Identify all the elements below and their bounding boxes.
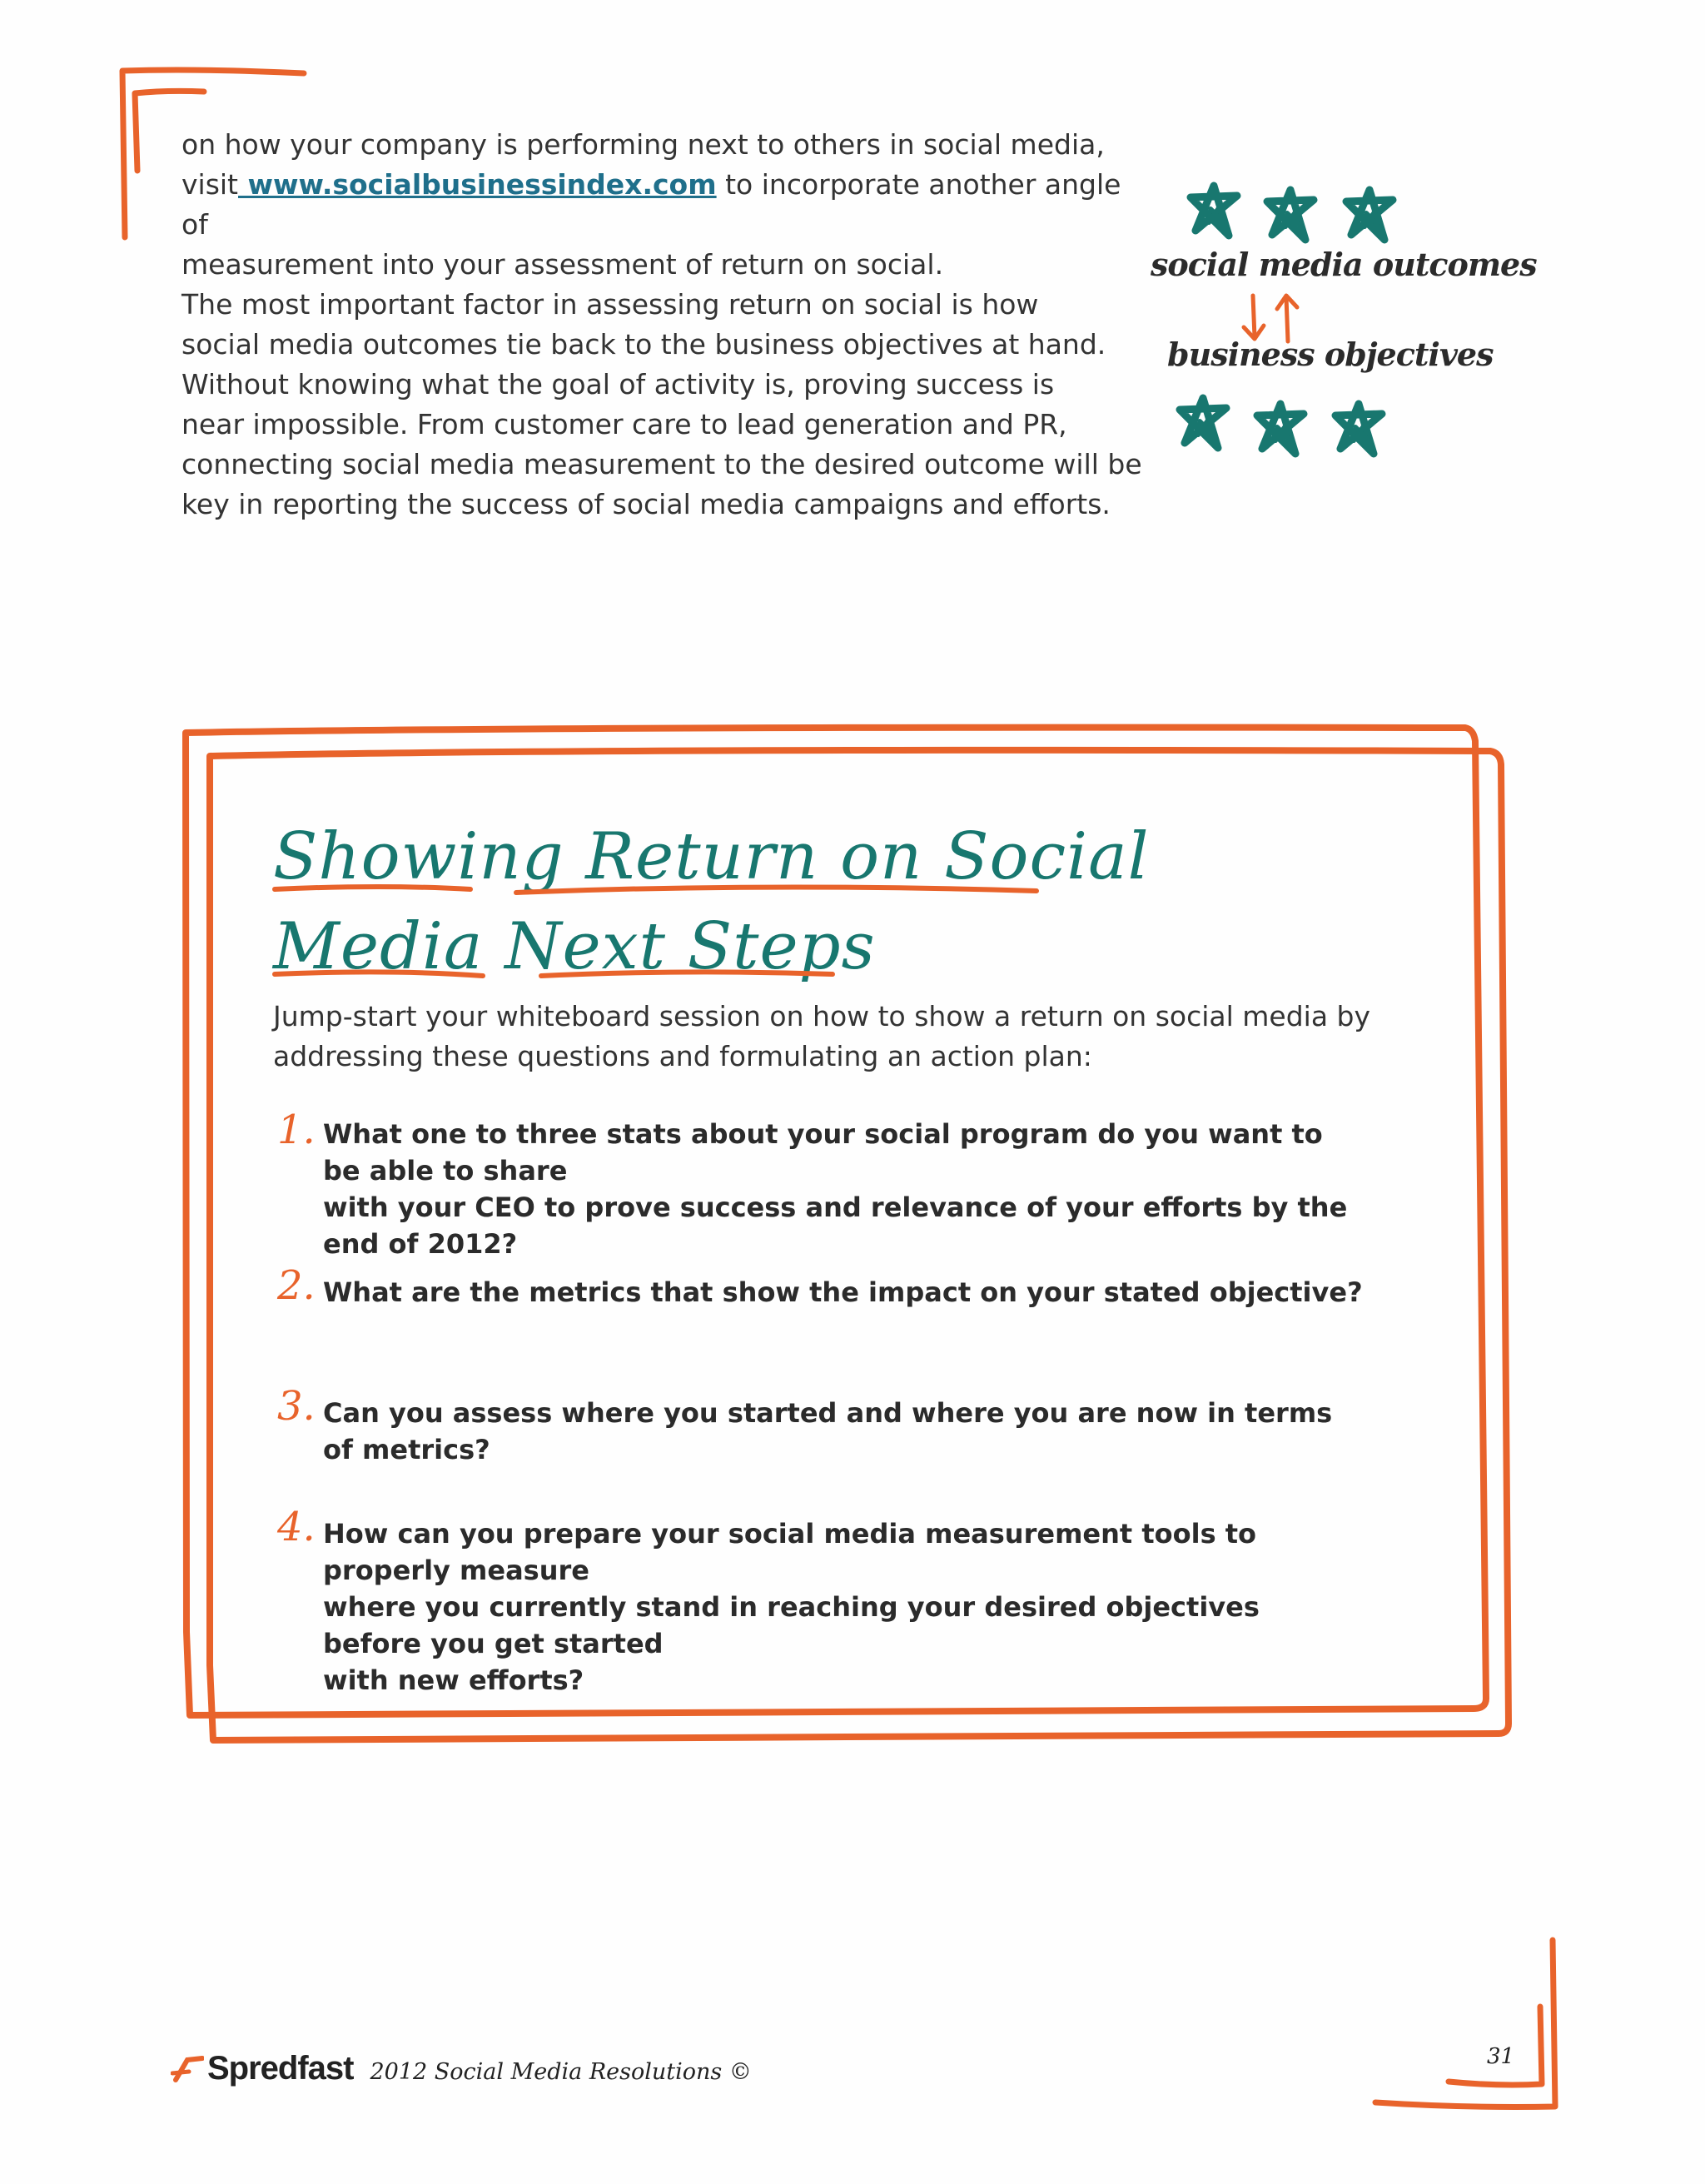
intro-line-2-suffix: to incorporate another angle of [181, 168, 1121, 241]
star-icon [1346, 190, 1393, 240]
factor-line-6: key in reporting the success of social media campaigns and efforts. [181, 488, 1111, 520]
bottom-star-row [1180, 398, 1382, 454]
question-number: 2. [277, 1262, 316, 1309]
intro-paragraph [181, 125, 1147, 285]
star-doodles [1141, 171, 1474, 479]
star-icon [1191, 186, 1237, 236]
spredfast-logo-text: Spredfast [207, 2050, 354, 2087]
question-text [323, 1274, 1364, 1311]
star-icon [1257, 404, 1304, 454]
star-icon [1180, 398, 1226, 448]
question-number: 4. [277, 1504, 316, 1550]
factor-line-2: social media outcomes tie back to the business objectives at hand. [181, 328, 1106, 361]
question-line: Can you assess where you started and where you are now in terms of metrics? [323, 1397, 1333, 1465]
question-number: 3. [277, 1383, 316, 1430]
social-business-index-link[interactable]: www.socialbusinessindex.com [238, 168, 717, 201]
intro-line-1: on how your company is performing next to others in social media, [181, 128, 1105, 161]
next-steps-intro [273, 997, 1397, 1077]
factor-line-1: The most important factor in assessing return on social is how [181, 288, 1039, 321]
intro-line-2-prefix: visit [181, 168, 238, 201]
footer-publication: 2012 Social Media Resolutions © [370, 2059, 752, 2085]
question-line: where you currently stand in reaching your desired objectives before you get started [323, 1591, 1260, 1659]
top-star-row [1191, 186, 1393, 240]
star-icon [1267, 190, 1314, 240]
footer [171, 2050, 752, 2087]
question-text [323, 1116, 1364, 1262]
factor-line-5: connecting social media measurement to the desired outcome will be [181, 448, 1142, 480]
question-text [323, 1515, 1364, 1699]
factor-line-3: Without knowing what the goal of activity is, proving success is [181, 368, 1055, 400]
title-underline-doodles [266, 883, 1057, 983]
question-line: How can you prepare your social media measurement tools to properly measure [323, 1518, 1257, 1586]
question-line: with your CEO to prove success and relevance of your efforts by the end of 2012? [323, 1191, 1348, 1260]
exchange-arrows-icon [1244, 296, 1297, 341]
title-line-2: Media Next Steps [273, 909, 876, 984]
question-text [323, 1395, 1364, 1468]
outcomes-objectives-illustration [1141, 171, 1537, 479]
question-line: What one to three stats about your social program do you want to be able to share [323, 1118, 1323, 1187]
business-objectives-label: business objectives [1167, 336, 1494, 373]
factor-line-4: near impossible. From customer care to lead generation and PR, [181, 408, 1067, 440]
intro-line-3: measurement into your assessment of return on social. [181, 248, 944, 281]
next-steps-intro-line-2: addressing these questions and formulating an action plan: [273, 1040, 1092, 1072]
page-number: 31 [1487, 2044, 1515, 2069]
factor-paragraph [181, 285, 1147, 525]
title-line-1: Showing Return on Social [273, 819, 1150, 894]
next-steps-intro-line-1: Jump-start your whiteboard session on how to show a return on social media by [273, 1000, 1371, 1032]
question-line: What are the metrics that show the impact on your stated objective? [323, 1276, 1363, 1308]
star-icon [1335, 404, 1382, 454]
question-number: 1. [277, 1107, 316, 1153]
intro-line-2 [181, 165, 1147, 245]
question-line: with new efforts? [323, 1664, 584, 1696]
spredfast-logo-icon [171, 2055, 204, 2083]
social-media-outcomes-label: social media outcomes [1151, 246, 1537, 283]
